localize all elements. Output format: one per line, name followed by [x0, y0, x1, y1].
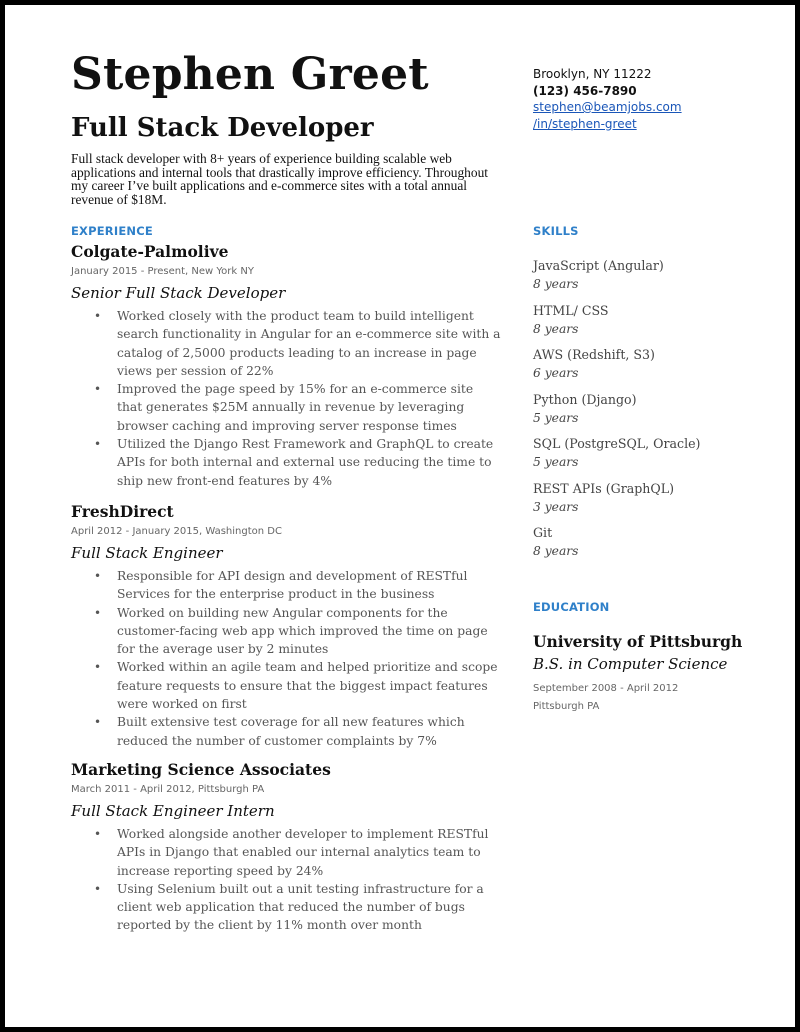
skill-item: [533, 346, 773, 382]
skill-item: [533, 391, 773, 427]
job-bullets: [71, 307, 501, 490]
bullet-item: [71, 658, 501, 713]
bullet-item: [71, 604, 501, 659]
bullet-icon: •: [94, 660, 102, 675]
school-name: University of Pittsburgh: [533, 632, 743, 651]
job-dates: April 2012 - January 2015, Washington DC: [71, 526, 282, 537]
bullet-item: [71, 567, 501, 604]
education-dates: September 2008 - April 2012: [533, 683, 679, 694]
job-freshdirect: [71, 502, 501, 750]
education-entry: [533, 632, 783, 716]
bullet-text: Built extensive test coverage for all new features which reduced the number of customer complaints by 7%: [117, 715, 465, 748]
skill-years: 3 years: [533, 499, 579, 514]
bullet-item: [71, 307, 501, 380]
bullet-item: [71, 880, 501, 935]
company-name: Colgate-Palmolive: [71, 242, 229, 261]
bullet-icon: •: [94, 715, 102, 730]
bullet-text: Worked on building new Angular components for the customer-facing web app which improved the time on page for the average user by 2 minutes: [117, 605, 488, 657]
skill-name: REST APIs (GraphQL): [533, 480, 674, 496]
bullet-icon: •: [94, 605, 102, 620]
job-dates: January 2015 - Present, New York NY: [71, 266, 254, 277]
bullet-text: Improved the page speed by 15% for an e-commerce site that generates $25M annually in revenue by leveraging browser caching and improving server response times: [117, 382, 474, 433]
education-location: Pittsburgh PA: [533, 701, 600, 712]
job-title: Senior Full Stack Developer: [71, 284, 286, 302]
contact-info: [533, 66, 682, 132]
skill-name: SQL (PostgreSQL, Oracle): [533, 436, 701, 451]
skills-list: [533, 257, 773, 569]
skill-name: HTML/ CSS: [533, 302, 609, 318]
skill-years: 5 years: [533, 455, 579, 469]
skill-name: Git: [533, 525, 553, 540]
skill-years: 8 years: [533, 321, 579, 336]
bullet-icon: •: [94, 382, 102, 397]
skill-item: [533, 480, 773, 516]
job-title: Full Stack Engineer Intern: [71, 802, 275, 820]
contact-linkedin-link[interactable]: /in/stephen-greet: [533, 116, 637, 131]
degree: B.S. in Computer Science: [533, 655, 728, 673]
job-bullets: [71, 825, 501, 935]
bullet-item: [71, 825, 501, 880]
bullet-item: [71, 435, 501, 490]
contact-location: Brooklyn, NY 11222: [533, 67, 652, 81]
bullet-item: [71, 713, 501, 750]
skill-years: 6 years: [533, 366, 579, 380]
experience-heading: EXPERIENCE: [71, 224, 153, 238]
skill-item: [533, 435, 773, 471]
bullet-text: Worked within an agile team and helped prioritize and scope feature requests to ensure that the biggest impact features were worked on first: [117, 660, 498, 712]
bullet-text: Utilized the Django Rest Framework and GraphQL to create APIs for both internal and external use reducing the time to ship new front-end features by 4%: [117, 437, 494, 488]
summary: Full stack developer with 8+ years of experience building scalable web applications and internal tools that drastically improve efficiency. Throughout my career I’ve built applications and e-commerce sites with a total annual revenue of $18M.: [71, 151, 488, 207]
skill-years: 8 years: [533, 277, 579, 291]
skill-name: AWS (Redshift, S3): [533, 347, 655, 362]
job-title: Full Stack Engineer: [71, 544, 223, 562]
skill-item: [533, 257, 773, 293]
job-marketing-science: [71, 760, 501, 935]
company-name: Marketing Science Associates: [71, 760, 331, 779]
skill-name: JavaScript (Angular): [533, 258, 664, 273]
company-name: FreshDirect: [71, 502, 174, 521]
bullet-text: Worked alongside another developer to implement RESTful APIs in Django that enabled our internal analytics team to increase reporting speed by 24%: [117, 827, 489, 878]
education-heading: EDUCATION: [533, 600, 610, 614]
contact-phone: (123) 456-7890: [533, 83, 637, 98]
candidate-role: Full Stack Developer: [71, 113, 374, 143]
job-bullets: [71, 567, 501, 750]
bullet-text: Using Selenium built out a unit testing infrastructure for a client web application that reduced the number of bugs reported by the client by 11% month over month: [117, 881, 484, 933]
bullet-item: [71, 380, 501, 435]
job-dates: March 2011 - April 2012, Pittsburgh PA: [71, 784, 265, 795]
bullet-icon: •: [94, 569, 102, 583]
skill-years: 8 years: [533, 544, 579, 558]
bullet-text: Responsible for API design and development of RESTful Services for the enterprise product in the business: [117, 569, 468, 602]
candidate-name: Stephen Greet: [71, 49, 429, 100]
contact-email-link[interactable]: stephen@beamjobs.com: [533, 100, 682, 114]
bullet-text: Worked closely with the product team to build intelligent search functionality in Angular for an e-commerce site with a catalog of 2,5000 products leading to an increase in page views per session of 22%: [117, 309, 501, 378]
bullet-icon: •: [94, 827, 102, 841]
bullet-icon: •: [94, 309, 102, 323]
skill-item: [533, 524, 773, 560]
skill-years: 5 years: [533, 410, 579, 425]
skill-name: Python (Django): [533, 391, 637, 407]
job-colgate: [71, 242, 501, 490]
bullet-icon: •: [94, 881, 102, 896]
bullet-icon: •: [94, 437, 102, 452]
skill-item: [533, 302, 773, 338]
skills-heading: SKILLS: [533, 224, 579, 238]
resume-page: [5, 5, 795, 1027]
